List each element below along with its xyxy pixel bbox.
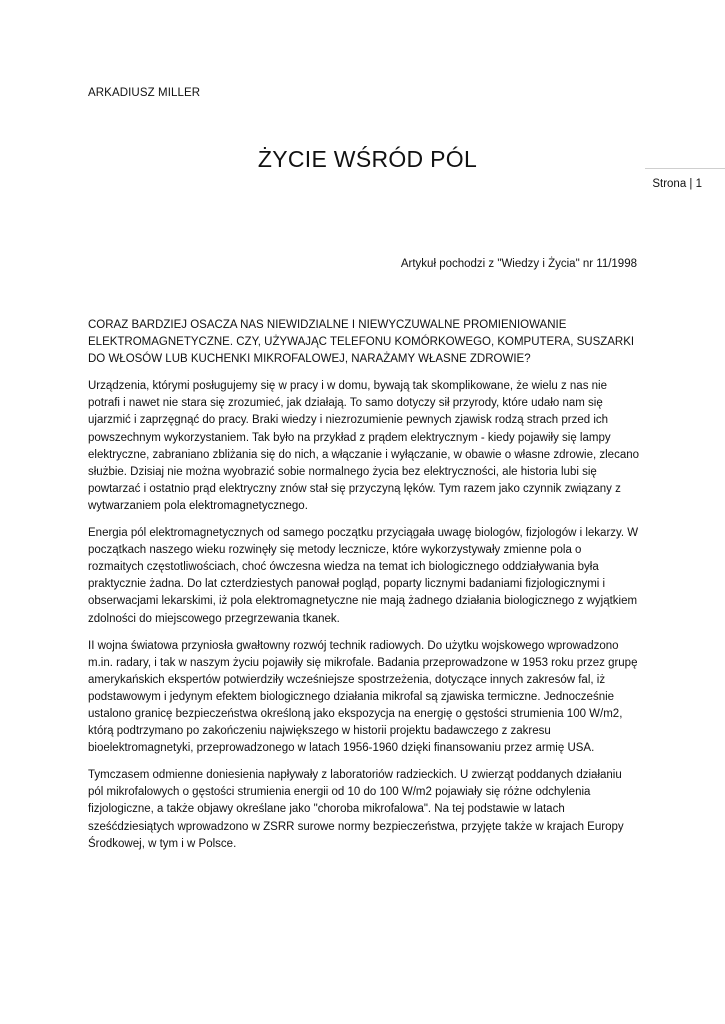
source-note: Artykuł pochodzi z "Wiedzy i Życia" nr 11/1998 xyxy=(400,258,637,270)
page-number: Strona | 1 xyxy=(652,178,702,190)
page-number-rule xyxy=(645,168,725,169)
paragraph-2: Energia pól elektromagnetycznych od samego początku przyciągała uwagę biologów, fizjologów i lekarzy. W początkach naszego wieku rozwinęły się metody lecznicze, które wykorzystywały zmienne pola o rozmaitych częstotliwościach, choć ówczesna wiedza na temat ich biologicznego oddziaływania była praktycznie żadna. Do lat czterdziestych panował pogląd, poparty licznymi badaniami fizjologicznymi i obserwacjami lekarskimi, iż pola elektromagnetyczne nie mają żadnego działania biologicznego z wyjątkiem zdolności do miejscowego przegrzewania tkanek. xyxy=(88,527,639,625)
author-name: ARKADIUSZ MILLER xyxy=(88,87,201,99)
article-lead: CORAZ BARDZIEJ OSACZA NAS NIEWIDZIALNE I NIEWYCZUWALNE PROMIENIOWANIE ELEKTROMAGNETYCZNE. CZY, UŻYWAJĄC TELEFONU KOMÓRKOWEGO, KOMPUTERA, SUSZARKI DO WŁOSÓW LUB KUCHENKI MIKROFALOWEJ, NARAŻAMY WŁASNE ZDROWIE? xyxy=(88,319,635,366)
article-body xyxy=(88,317,640,863)
article-title: ŻYCIE WŚRÓD PÓL xyxy=(257,146,478,172)
paragraph-3: II wojna światowa przyniosła gwałtowny rozwój technik radiowych. Do użytku wojskowego wprowadzono m.in. radary, i tak w naszym życiu pojawiły się mikrofale. Badania przeprowadzone w 1953 roku przez grupę amerykańskich ekspertów potwierdziły wcześniejsze spostrzeżenia, dotyczące innych zakresów fal, iż podstawowym i jedynym efektem biologicznego działania mikrofal są zjawiska termiczne. Jednocześnie ustalono granicę bezpieczeństwa określoną jako ekspozycja na energię o gęstości strumienia 100 W/m2, którą podtrzymano po zakończeniu największego w historii projektu badawczego z zakresu bioelektromagnetyki, przeprowadzonego w latach 1956-1960 dzięki finansowaniu przez armię USA. xyxy=(88,639,638,755)
paragraph-4: Tymczasem odmienne doniesienia napływały z laboratoriów radzieckich. U zwierząt poddanych działaniu pól mikrofalowych o gęstości strumienia energii od 10 do 100 W/m2 pojawiały się różne odchylenia fizjologiczne, a także objawy określane jako "choroba mikrofalowa". Na tej podstawie w latach sześćdziesiątych wprowadzono w ZSRR surowe normy bezpieczeństwa, przyjęte także w krajach Europy Środkowej, w tym i w Polsce. xyxy=(88,769,624,850)
paragraph-1: Urządzenia, którymi posługujemy się w pracy i w domu, bywają tak skomplikowane, że wielu z nas nie potrafi i nawet nie stara się zrozumieć, jak działają. To samo dotyczy sił przyrody, które udało nam się ujarzmić i zaprzęgnąć do pracy. Braki wiedzy i niezrozumienie pewnych zjawisk rodzą strach przed ich powszechnym wykorzystaniem. Tak było na przykład z prądem elektrycznym - kiedy pojawiły się lampy elektryczne, zabraniano zbliżania się do nich, a włączanie i wyłączanie, w obawie o własne zdrowie, zlecano służbie. Dzisiaj nie można wyobrazić sobie normalnego życia bez elektryczności, ale historia lubi się powtarzać i ostatnio prąd elektryczny znów stał się przyczyną lęków. Tym razem jako czynnik związany z wytwarzaniem pola elektromagnetycznego. xyxy=(88,380,640,512)
